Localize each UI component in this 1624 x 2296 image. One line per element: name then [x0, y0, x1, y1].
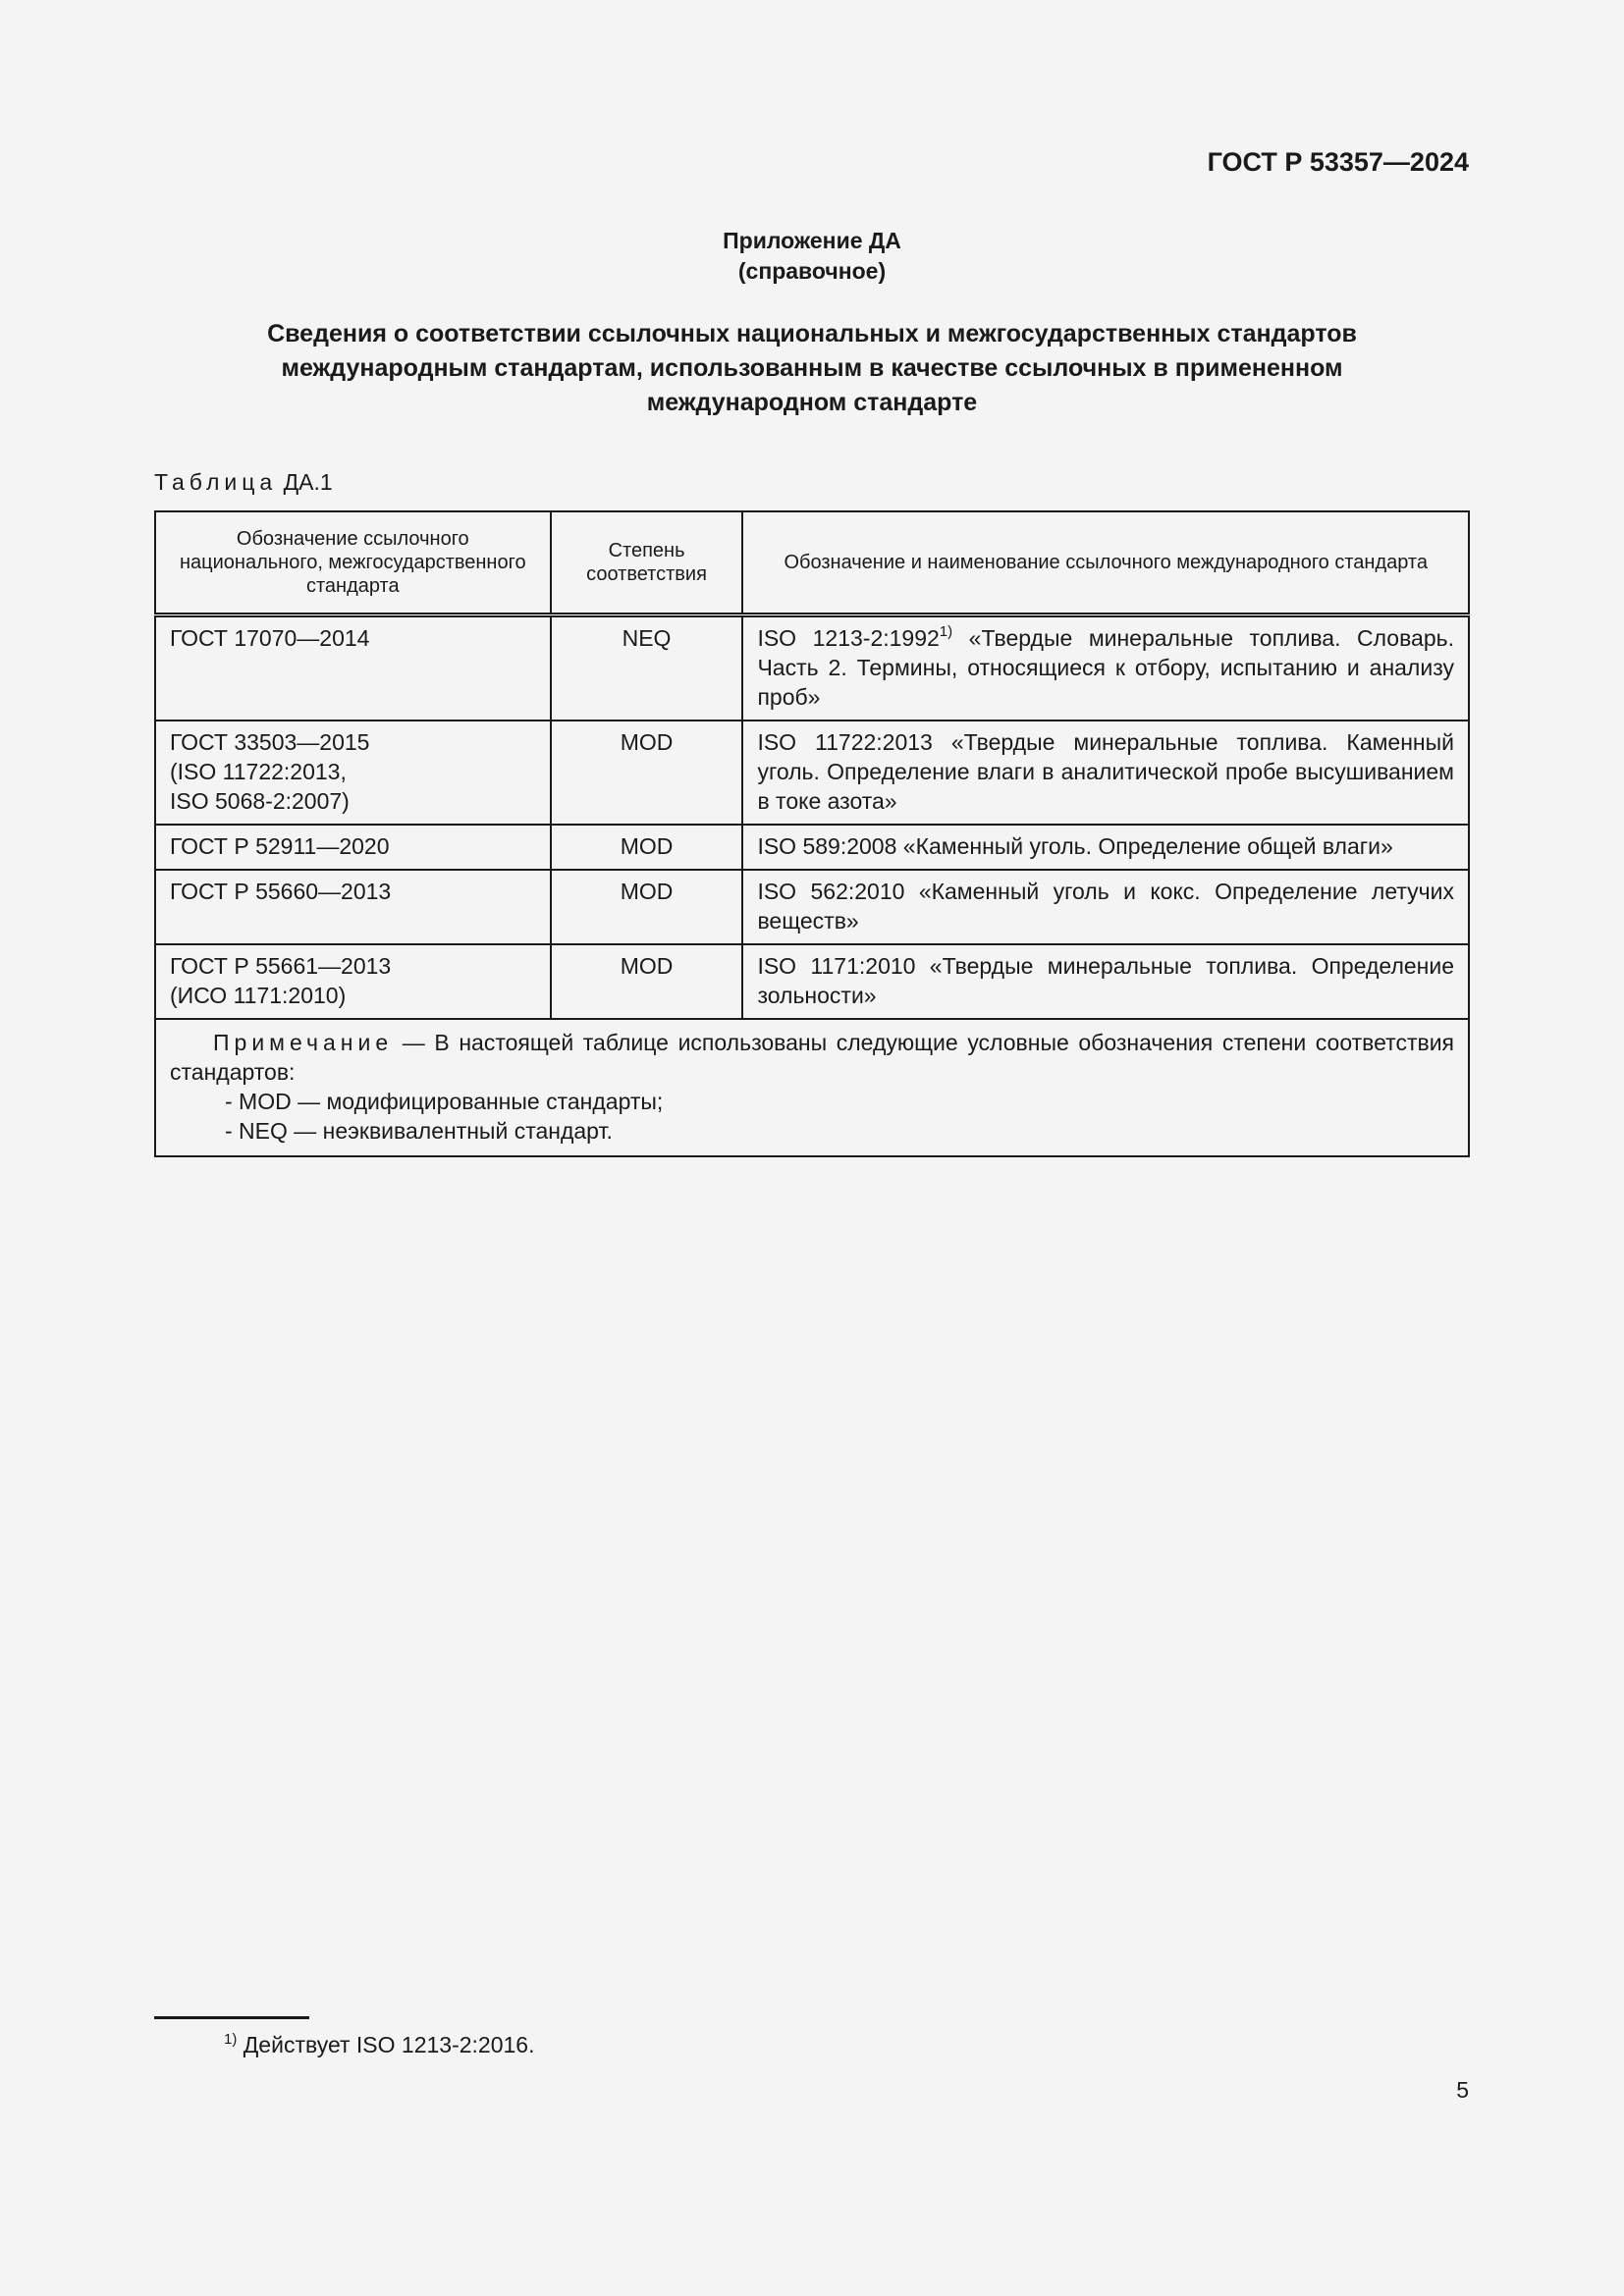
- table-row: [155, 944, 1469, 1019]
- table-row: [155, 615, 1469, 721]
- national-standard-line: ГОСТ Р 55661—2013: [170, 953, 392, 979]
- table-label: [154, 469, 333, 496]
- national-standard-line: (ИСО 1171:2010): [170, 983, 347, 1008]
- heading-line: Сведения о соответствии ссылочных национальных и межгосударственных стандартов: [267, 320, 1357, 347]
- column-header-international: Обозначение и наименование ссылочного международного стандарта: [742, 511, 1469, 615]
- table-header-row: [155, 511, 1469, 615]
- international-standard-cell: ISO 589:2008 «Каменный уголь. Определение общей влаги»: [742, 825, 1469, 870]
- column-header-national: Обозначение ссылочного национального, межгосударственного стандарта: [155, 511, 551, 615]
- international-standard-code: ISO 1213-2:1992: [757, 625, 940, 651]
- footnote-mark: 1): [224, 2031, 238, 2048]
- appendix-title: Приложение ДА: [723, 228, 901, 253]
- national-standard-cell: [155, 944, 551, 1019]
- footnote: [224, 2032, 534, 2058]
- heading-line: международном стандарте: [646, 389, 978, 416]
- table-note-row: [155, 1019, 1469, 1156]
- degree-cell: MOD: [551, 944, 743, 1019]
- column-header-degree: Степень соответствия: [551, 511, 743, 615]
- appendix-title-block: [0, 226, 1624, 287]
- heading-line: международным стандартам, использованным в качестве ссылочных в примененном: [281, 354, 1343, 382]
- international-standard-cell: ISO 11722:2013 «Твердые минеральные топлива. Каменный уголь. Определение влаги в аналитической пробе высушиванием в токе азота»: [742, 721, 1469, 825]
- table-label-word: Таблица: [154, 469, 278, 495]
- document-id: ГОСТ Р 53357—2024: [1207, 147, 1469, 177]
- international-standard-cell: ISO 562:2010 «Каменный уголь и кокс. Определение летучих веществ»: [742, 870, 1469, 944]
- note-body: — В настоящей таблице использованы следующие условные обозначения степени соответствия стандартов:: [170, 1030, 1454, 1085]
- table-note: [155, 1019, 1469, 1156]
- international-standard-title: «Твердые минеральные топлива. Словарь. Часть 2. Термины, относящиеся к отбору, испытанию и анализу проб»: [757, 625, 1454, 710]
- national-standard-cell: [155, 870, 551, 944]
- national-standard-line: ГОСТ 17070—2014: [170, 625, 370, 651]
- national-standard-cell: [155, 615, 551, 721]
- footnote-separator: [154, 2016, 309, 2019]
- international-standard-cell: [742, 615, 1469, 721]
- national-standard-cell: [155, 825, 551, 870]
- degree-cell: MOD: [551, 825, 743, 870]
- table-row: [155, 721, 1469, 825]
- degree-cell: MOD: [551, 870, 743, 944]
- page-number: 5: [1456, 2077, 1469, 2103]
- table-label-number: ДА.1: [283, 469, 333, 495]
- national-standard-line: ISO 5068-2:2007): [170, 788, 350, 814]
- section-heading: [157, 317, 1467, 420]
- footnote-text: Действует ISO 1213-2:2016.: [237, 2032, 535, 2057]
- note-item: - NEQ — неэквивалентный стандарт.: [225, 1118, 613, 1144]
- footnote-ref: 1): [939, 623, 953, 640]
- note-text: [170, 1028, 1454, 1087]
- national-standard-line: ГОСТ Р 55660—2013: [170, 879, 392, 904]
- table-row: [155, 870, 1469, 944]
- national-standard-cell: [155, 721, 551, 825]
- degree-cell: NEQ: [551, 615, 743, 721]
- national-standard-line: ГОСТ Р 52911—2020: [170, 833, 390, 859]
- note-label: Примечание: [213, 1030, 394, 1055]
- international-standard-cell: ISO 1171:2010 «Твердые минеральные топлива. Определение зольности»: [742, 944, 1469, 1019]
- note-item: - MOD — модифицированные стандарты;: [225, 1089, 664, 1114]
- table-row: [155, 825, 1469, 870]
- appendix-subtitle: (справочное): [737, 258, 887, 284]
- national-standard-line: (ISO 11722:2013,: [170, 759, 347, 784]
- standards-table: [154, 510, 1470, 1157]
- degree-cell: MOD: [551, 721, 743, 825]
- national-standard-line: ГОСТ 33503—2015: [170, 729, 370, 755]
